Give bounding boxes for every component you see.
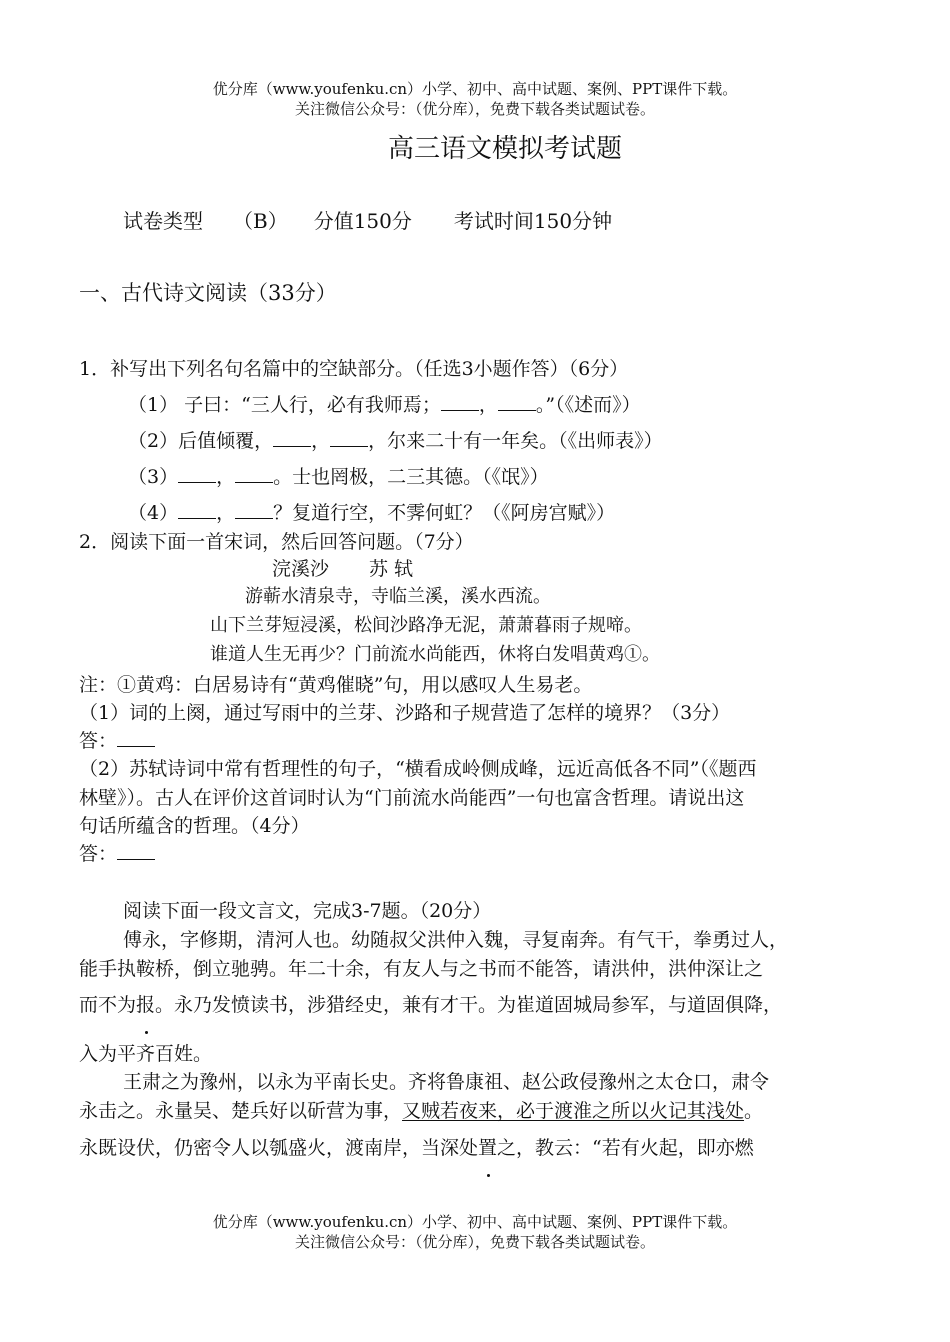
- answer-blank[interactable]: [117, 841, 155, 860]
- poem-line: 山下兰芽短浸溪，松间沙路净无泥，萧萧暮雨子规啼。: [210, 615, 642, 636]
- poem-line: 谁道人生无再少？门前流水尚能西，休将白发唱黄鸡①。: [210, 644, 660, 665]
- answer-blank[interactable]: [117, 728, 155, 747]
- header-line-1: 优分库（www.youfenku.cn）小学、初中、高中试题、案例、PPT课件下载。: [212, 80, 738, 98]
- passage-line: 而不为报。永乃发愤读书，涉猎经史，兼有才干。为崔道固城局参军，与道固俱降，: [79, 987, 782, 1024]
- emphasis-dot-char: 置: [478, 1130, 497, 1167]
- blank[interactable]: [235, 500, 273, 519]
- time-value: 考试时间150分钟: [453, 209, 613, 233]
- passage-line: 永既设伏，仍密令人以瓠盛火，渡南岸，当深处置之，教云：“若有火起，即亦燃: [79, 1130, 754, 1167]
- poem-note: 注：①黄鸡：白居易诗有“黄鸡催晓”句，用以感叹人生易老。: [79, 674, 593, 696]
- underlined-sentence: 又贼若夜来，必于渡淮之所以火记其浅处: [402, 1100, 745, 1122]
- emphasis-dot-char: 报: [136, 987, 155, 1024]
- q1-item: （2）后值倾覆， ， ，尔来二十有一年矣。（《出师表》）: [128, 430, 663, 452]
- poem-line: 游蕲水清泉寺，寺临兰溪，溪水西流。: [245, 586, 551, 607]
- blank[interactable]: [178, 500, 216, 519]
- poem-title: 浣溪沙 苏 轼: [272, 558, 414, 580]
- answer-line-2: 答：: [79, 836, 155, 873]
- footer-line-2: 关注微信公众号：（优分库），免费下载各类试题试卷。: [294, 1233, 655, 1251]
- blank[interactable]: [178, 464, 216, 483]
- q2-sub-2-line: （2）苏轼诗词中常有哲理性的句子，“横看成岭侧成峰，远近高低各不同”（《题西: [79, 758, 757, 780]
- section-heading: 一、古代诗文阅读（33分）: [79, 281, 337, 305]
- q1-item: （3） ， 。士也罔极，二三其德。（《氓》）: [128, 466, 549, 488]
- passage-line: 入为平齐百姓。: [79, 1043, 213, 1065]
- header-line-2: 关注微信公众号：（优分库），免费下载各类试题试卷。: [294, 100, 655, 118]
- question-2-stem: 2．阅读下面一首宋词，然后回答问题。（7分）: [79, 531, 474, 553]
- score-value: 分值150分: [313, 209, 412, 233]
- passage-line: 王肃之为豫州，以永为平南长史。齐将鲁康祖、赵公政侵豫州之太仓口，肃令: [123, 1071, 770, 1093]
- q1-item: （4） ， ？复道行空，不霁何虹？（《阿房宫赋》）: [128, 502, 616, 524]
- question-1-stem: 1．补写出下列名句名篇中的空缺部分。（任选3小题作答）（6分）: [79, 358, 629, 380]
- blank[interactable]: [330, 428, 368, 447]
- paper-type-label: 试卷类型: [123, 209, 203, 233]
- blank[interactable]: [235, 464, 273, 483]
- passage-line: 能手执鞍桥，倒立驰骋。年二十余，有友人与之书而不能答，请洪仲，洪仲深让之: [79, 958, 764, 980]
- answer-line-1: 答：: [79, 723, 155, 760]
- q2-sub-2-line: 句话所蕴含的哲理。（4分）: [79, 815, 310, 837]
- footer-line-1: 优分库（www.youfenku.cn）小学、初中、高中试题、案例、PPT课件下载。: [212, 1213, 738, 1231]
- exam-meta: [123, 205, 612, 234]
- q2-sub-2-line: 林壁》）。古人在评价这首词时认为“门前流水尚能西”一句也富含哲理。请说出这: [79, 787, 745, 809]
- blank[interactable]: [498, 392, 536, 411]
- blank[interactable]: [273, 428, 311, 447]
- passage-line: 永击之。永量吴、楚兵好以斫营为事，又贼若夜来，必于渡淮之所以火记其浅处。: [79, 1100, 764, 1122]
- passage-line: 傅永，字修期，清河人也。幼随叔父洪仲入魏，寻复南奔。有气干，拳勇过人，: [123, 929, 789, 951]
- page-title: 高三语文模拟考试题: [387, 134, 622, 164]
- paper-type-value: （B）: [233, 209, 288, 233]
- blank[interactable]: [441, 392, 479, 411]
- q2-sub-1: （1）词的上阕，通过写雨中的兰芽、沙路和子规营造了怎样的境界？（3分）: [79, 702, 731, 724]
- passage-intro: 阅读下面一段文言文，完成3-7题。（20分）: [123, 900, 492, 922]
- poem-author: 苏 轼: [369, 558, 414, 580]
- q1-item: （1） 子曰：“三人行，必有我师焉； ， 。”（《述而》）: [128, 394, 641, 416]
